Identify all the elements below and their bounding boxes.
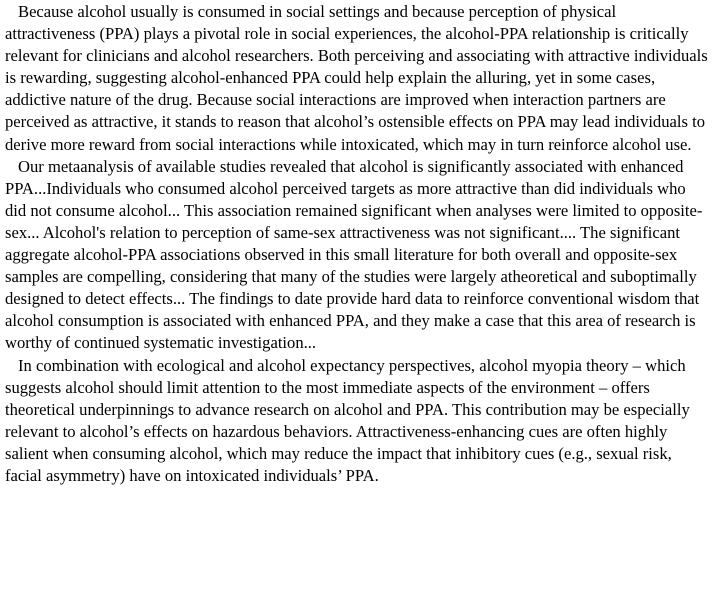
paragraph-1: Because alcohol usually is consumed in social settings and because perception of physical attractiveness (PPA) plays a pivotal role in social experiences, the alcohol-PPA relationship is critically relevant for clinicians and alcohol researchers. Both perceiving and associating with attractive individuals is rewarding, suggesting alcohol-enhanced PPA could help explain the alluring, yet in some cases, addictive nature of the drug. Because social interactions are improved when interaction partners are perceived as attractive, it stands to reason that alcohol’s ostensible effects on PPA may lead individuals to derive more reward from social interactions while intoxicated, which may in turn reinforce alcohol use. — [5, 2, 708, 154]
paragraph-2: Our metaanalysis of available studies revealed that alcohol is significantly associated with enhanced PPA...Individuals who consumed alcohol perceived targets as more attractive than did individuals who did not consume alcohol... This association remained significant when analyses were limited to opposite-sex... Alcohol's relation to perception of same-sex attractiveness was not significant.... The significant aggregate alcohol-PPA associations observed in this small literature for both overall and opposite-sex samples are compelling, considering that many of the studies were largely atheoretical and suboptimally designed to detect effects... The findings to date provide hard data to reinforce conventional wisdom that alcohol consumption is associated with enhanced PPA, and they make a case that this area of research is worthy of continued systematic investigation... — [5, 156, 703, 353]
paragraph-3: In combination with ecological and alcohol expectancy perspectives, alcohol myopia theory – which suggests alcohol should limit attention to the most immediate aspects of the environment – offers theoretical underpinnings to advance research on alcohol and PPA. This contribution may be especially relevant to alcohol’s effects on hazardous behaviors. Attractiveness-enhancing cues are often highly salient when consuming alcohol, which may reduce the impact that inhibitory cues (e.g., sexual risk, facial asymmetry) have on intoxicated individuals’ PPA. — [5, 355, 690, 485]
document-body — [5, 1, 709, 487]
